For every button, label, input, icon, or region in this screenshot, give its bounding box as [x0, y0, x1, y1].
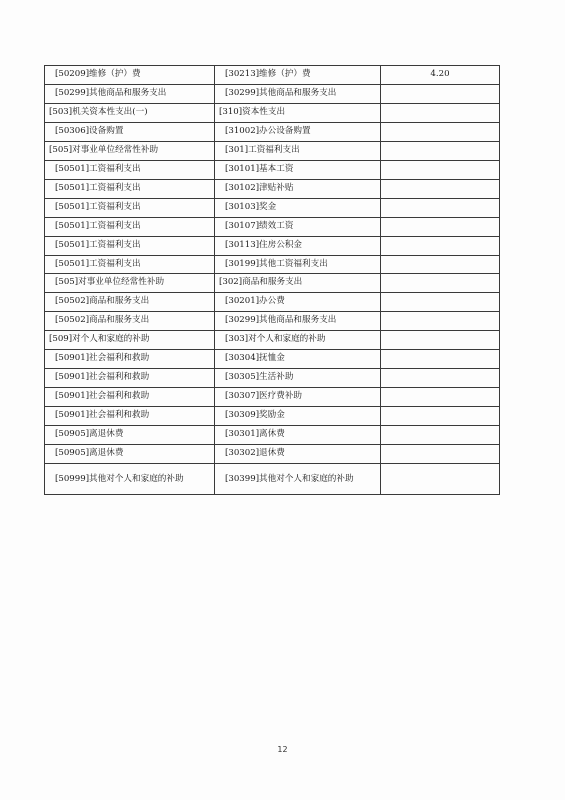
function-classification-cell: [30309]奖励金 — [215, 407, 381, 426]
function-classification-cell: [30201]办公费 — [215, 293, 381, 312]
amount-cell — [381, 198, 500, 217]
amount-cell — [381, 141, 500, 160]
table-row — [45, 293, 500, 312]
amount-cell — [381, 84, 500, 103]
economic-classification-cell: [50501]工资福利支出 — [45, 179, 215, 198]
function-classification-cell: [30302]退休费 — [215, 445, 381, 464]
amount-cell — [381, 179, 500, 198]
function-classification-cell: [30305]生活补助 — [215, 369, 381, 388]
amount-cell — [381, 426, 500, 445]
economic-classification-cell: [50901]社会福利和救助 — [45, 350, 215, 369]
function-classification-cell: [302]商品和服务支出 — [215, 274, 381, 293]
table-row — [45, 84, 500, 103]
economic-classification-cell: [50501]工资福利支出 — [45, 255, 215, 274]
amount-cell — [381, 122, 500, 141]
table-row — [45, 217, 500, 236]
function-classification-cell: [30299]其他商品和服务支出 — [215, 84, 381, 103]
economic-classification-cell: [509]对个人和家庭的补助 — [45, 331, 215, 350]
amount-cell — [381, 274, 500, 293]
amount-cell — [381, 312, 500, 331]
page-number: 12 — [277, 745, 288, 754]
table-row — [45, 388, 500, 407]
table-row — [45, 464, 500, 495]
economic-classification-cell: [50905]离退休费 — [45, 426, 215, 445]
economic-classification-cell: [505]对事业单位经常性补助 — [45, 141, 215, 160]
function-classification-cell: [31002]办公设备购置 — [215, 122, 381, 141]
table-row — [45, 198, 500, 217]
economic-classification-cell: [50901]社会福利和救助 — [45, 369, 215, 388]
table-row — [45, 141, 500, 160]
economic-classification-cell: [505]对事业单位经常性补助 — [45, 274, 215, 293]
function-classification-cell: [301]工资福利支出 — [215, 141, 381, 160]
table-row — [45, 160, 500, 179]
table-row — [45, 274, 500, 293]
amount-cell — [381, 407, 500, 426]
function-classification-cell: [30301]离休费 — [215, 426, 381, 445]
economic-classification-cell: [50299]其他商品和服务支出 — [45, 84, 215, 103]
amount-cell — [381, 388, 500, 407]
economic-classification-cell: [50502]商品和服务支出 — [45, 312, 215, 331]
function-classification-cell: [303]对个人和家庭的补助 — [215, 331, 381, 350]
amount-cell — [381, 445, 500, 464]
table-row — [45, 255, 500, 274]
table-row — [45, 236, 500, 255]
amount-cell — [381, 217, 500, 236]
function-classification-cell: [310]资本性支出 — [215, 103, 381, 122]
economic-classification-cell: [50999]其他对个人和家庭的补助 — [45, 464, 215, 495]
amount-cell — [381, 255, 500, 274]
economic-classification-cell: [50501]工资福利支出 — [45, 160, 215, 179]
economic-classification-cell: [50901]社会福利和救助 — [45, 388, 215, 407]
table-row — [45, 350, 500, 369]
economic-classification-cell: [50501]工资福利支出 — [45, 198, 215, 217]
function-classification-cell: [30399]其他对个人和家庭的补助 — [215, 464, 381, 495]
function-classification-cell: [30107]绩效工资 — [215, 217, 381, 236]
amount-cell — [381, 369, 500, 388]
economic-classification-cell: [50501]工资福利支出 — [45, 236, 215, 255]
table-row — [45, 103, 500, 122]
table-row — [45, 445, 500, 464]
table-row — [45, 312, 500, 331]
amount-cell — [381, 103, 500, 122]
economic-classification-cell: [50209]维修（护）费 — [45, 66, 215, 85]
function-classification-cell: [30199]其他工资福利支出 — [215, 255, 381, 274]
table-row — [45, 179, 500, 198]
budget-table — [44, 65, 500, 495]
function-classification-cell: [30213]维修（护）费 — [215, 66, 381, 85]
table-row — [45, 369, 500, 388]
amount-cell — [381, 350, 500, 369]
economic-classification-cell: [503]机关资本性支出(一) — [45, 103, 215, 122]
economic-classification-cell: [50502]商品和服务支出 — [45, 293, 215, 312]
economic-classification-cell: [50901]社会福利和救助 — [45, 407, 215, 426]
economic-classification-cell: [50306]设备购置 — [45, 122, 215, 141]
amount-cell — [381, 293, 500, 312]
amount-cell — [381, 236, 500, 255]
table-row — [45, 66, 500, 85]
function-classification-cell: [30304]抚恤金 — [215, 350, 381, 369]
function-classification-cell: [30307]医疗费补助 — [215, 388, 381, 407]
amount-cell — [381, 464, 500, 495]
function-classification-cell: [30299]其他商品和服务支出 — [215, 312, 381, 331]
function-classification-cell: [30113]住房公积金 — [215, 236, 381, 255]
budget-table-body — [45, 66, 500, 495]
economic-classification-cell: [50905]离退休费 — [45, 445, 215, 464]
table-row — [45, 407, 500, 426]
economic-classification-cell: [50501]工资福利支出 — [45, 217, 215, 236]
amount-cell — [381, 331, 500, 350]
table-row — [45, 426, 500, 445]
amount-cell: 4.20 — [381, 66, 500, 85]
amount-cell — [381, 160, 500, 179]
function-classification-cell: [30101]基本工资 — [215, 160, 381, 179]
function-classification-cell: [30102]津贴补贴 — [215, 179, 381, 198]
function-classification-cell: [30103]奖金 — [215, 198, 381, 217]
table-row — [45, 122, 500, 141]
table-row — [45, 331, 500, 350]
